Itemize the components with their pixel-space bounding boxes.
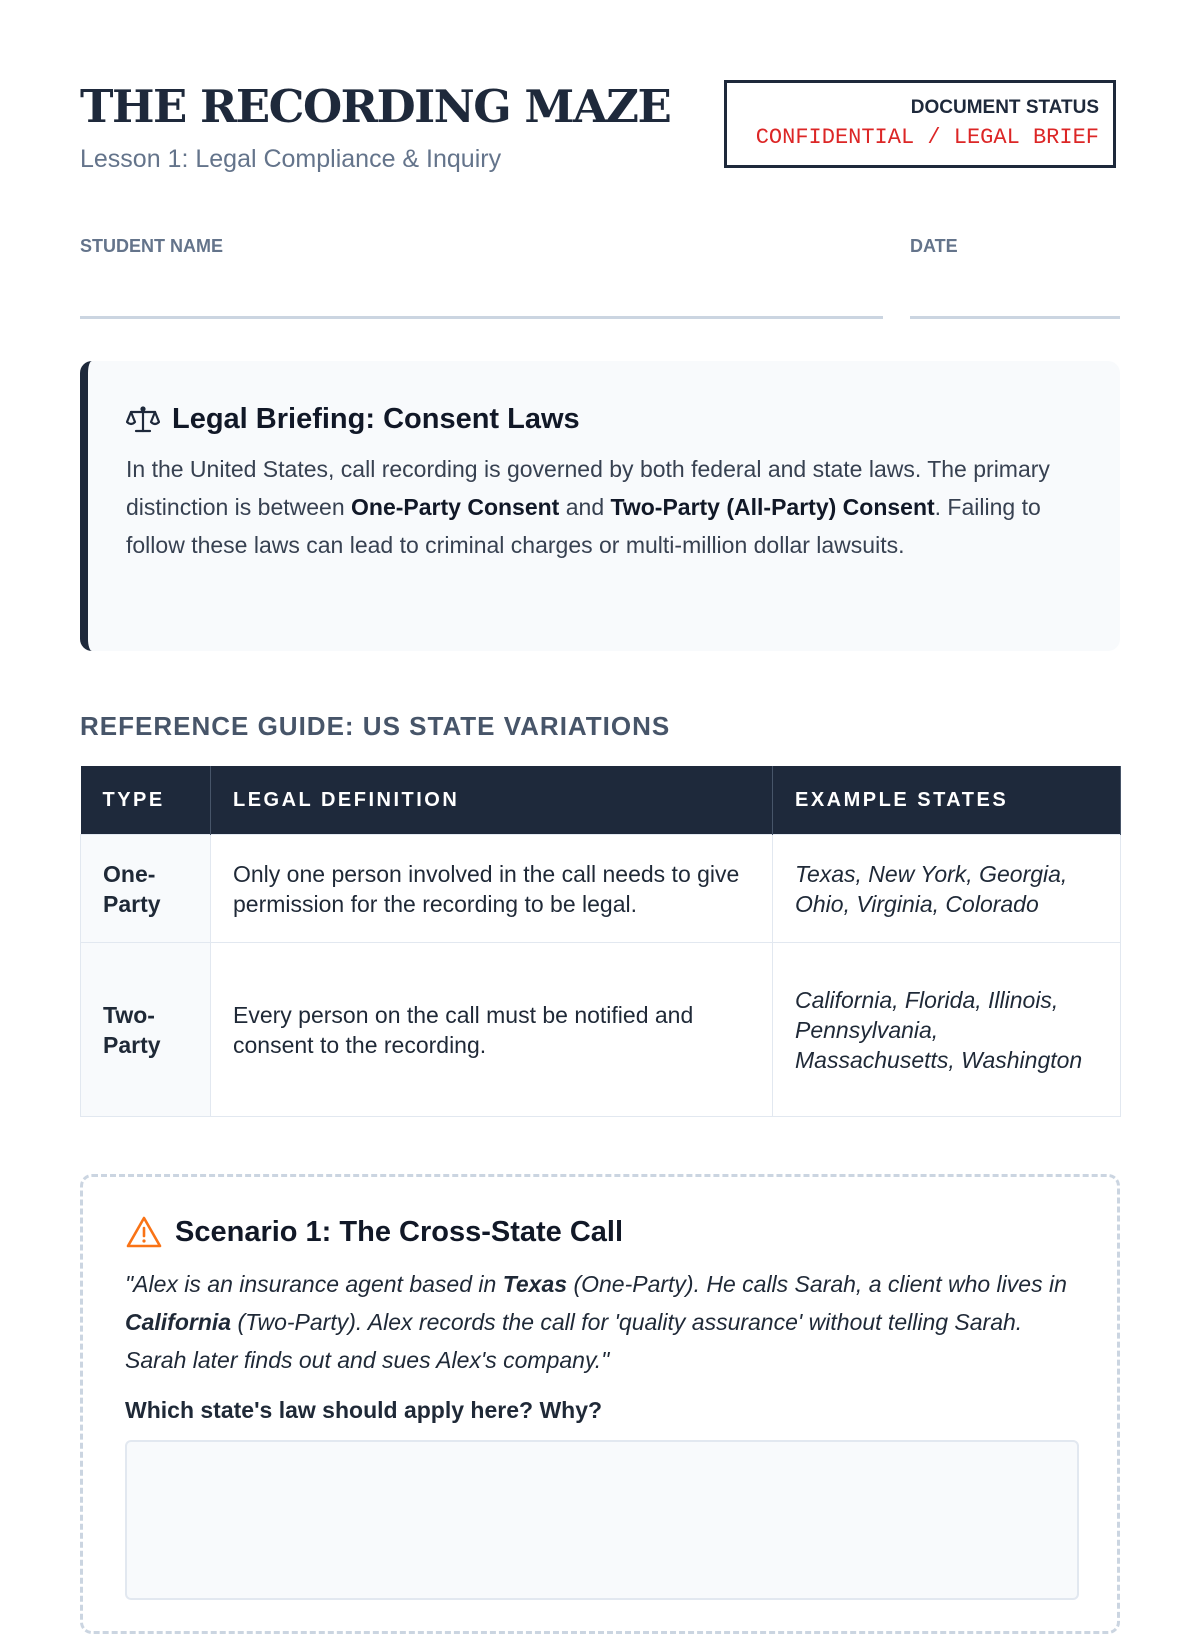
scenario-title: Scenario 1: The Cross-State Call — [175, 1215, 624, 1248]
row-states: Texas, New York, Georgia, Ohio, Virginia, Colorado — [773, 835, 1121, 943]
scales-icon — [126, 405, 160, 435]
reference-heading: REFERENCE GUIDE: US STATE VARIATIONS — [80, 711, 671, 741]
two-party-term: Two-Party (All-Party) Consent — [610, 494, 935, 520]
student-name-field[interactable] — [80, 316, 883, 319]
column-header-type: TYPE — [81, 766, 211, 835]
row-definition: Only one person involved in the call needs to give permission for the recording to be legal. — [211, 835, 773, 943]
column-header-states: EXAMPLE STATES — [773, 766, 1121, 835]
status-value: CONFIDENTIAL / LEGAL BRIEF — [755, 125, 1099, 150]
warning-icon — [125, 1215, 163, 1249]
student-name-label: STUDENT NAME — [80, 236, 223, 256]
date-label: DATE — [910, 236, 958, 256]
row-states: California, Florida, Illinois, Pennsylvania, Massachusetts, Washington — [773, 943, 1121, 1117]
table-row — [81, 835, 1121, 943]
scenario-question: Which state's law should apply here? Why? — [125, 1397, 603, 1423]
briefing-text: In the United States, call recording is governed by both federal and state laws. The primary distinction is between One-Party Consent and Two-Party (All-Party) Consent. Failing to follow these laws can lead to criminal charges or multi-million dollar lawsuits. — [126, 456, 1050, 558]
column-header-definition: LEGAL DEFINITION — [211, 766, 773, 835]
texas-term: Texas — [502, 1271, 568, 1297]
row-type-two-party: Two-Party — [81, 943, 211, 1117]
row-definition: Every person on the call must be notified and consent to the recording. — [211, 943, 773, 1117]
reference-table — [80, 766, 1121, 1117]
scenario-text: "Alex is an insurance agent based in Texas (One-Party). He calls Sarah, a client who lives in California (Two-Party). Alex records the call for 'quality assurance' without telling Sarah. Sarah later finds out and sues Alex's company." — [125, 1271, 1067, 1373]
california-term: California — [125, 1309, 232, 1335]
date-field[interactable] — [910, 316, 1120, 319]
page-title: THE RECORDING MAZE — [80, 80, 671, 133]
answer-input[interactable] — [125, 1440, 1079, 1600]
page-subtitle: Lesson 1: Legal Compliance & Inquiry — [80, 145, 502, 173]
row-type-one-party: One-Party — [81, 835, 211, 943]
one-party-term: One-Party Consent — [351, 494, 560, 520]
document-status-box — [724, 80, 1116, 168]
scenario-card — [80, 1174, 1120, 1634]
table-row — [81, 943, 1121, 1117]
briefing-title: Legal Briefing: Consent Laws — [172, 403, 580, 435]
status-label: DOCUMENT STATUS — [910, 97, 1099, 118]
legal-briefing-card — [80, 361, 1120, 651]
